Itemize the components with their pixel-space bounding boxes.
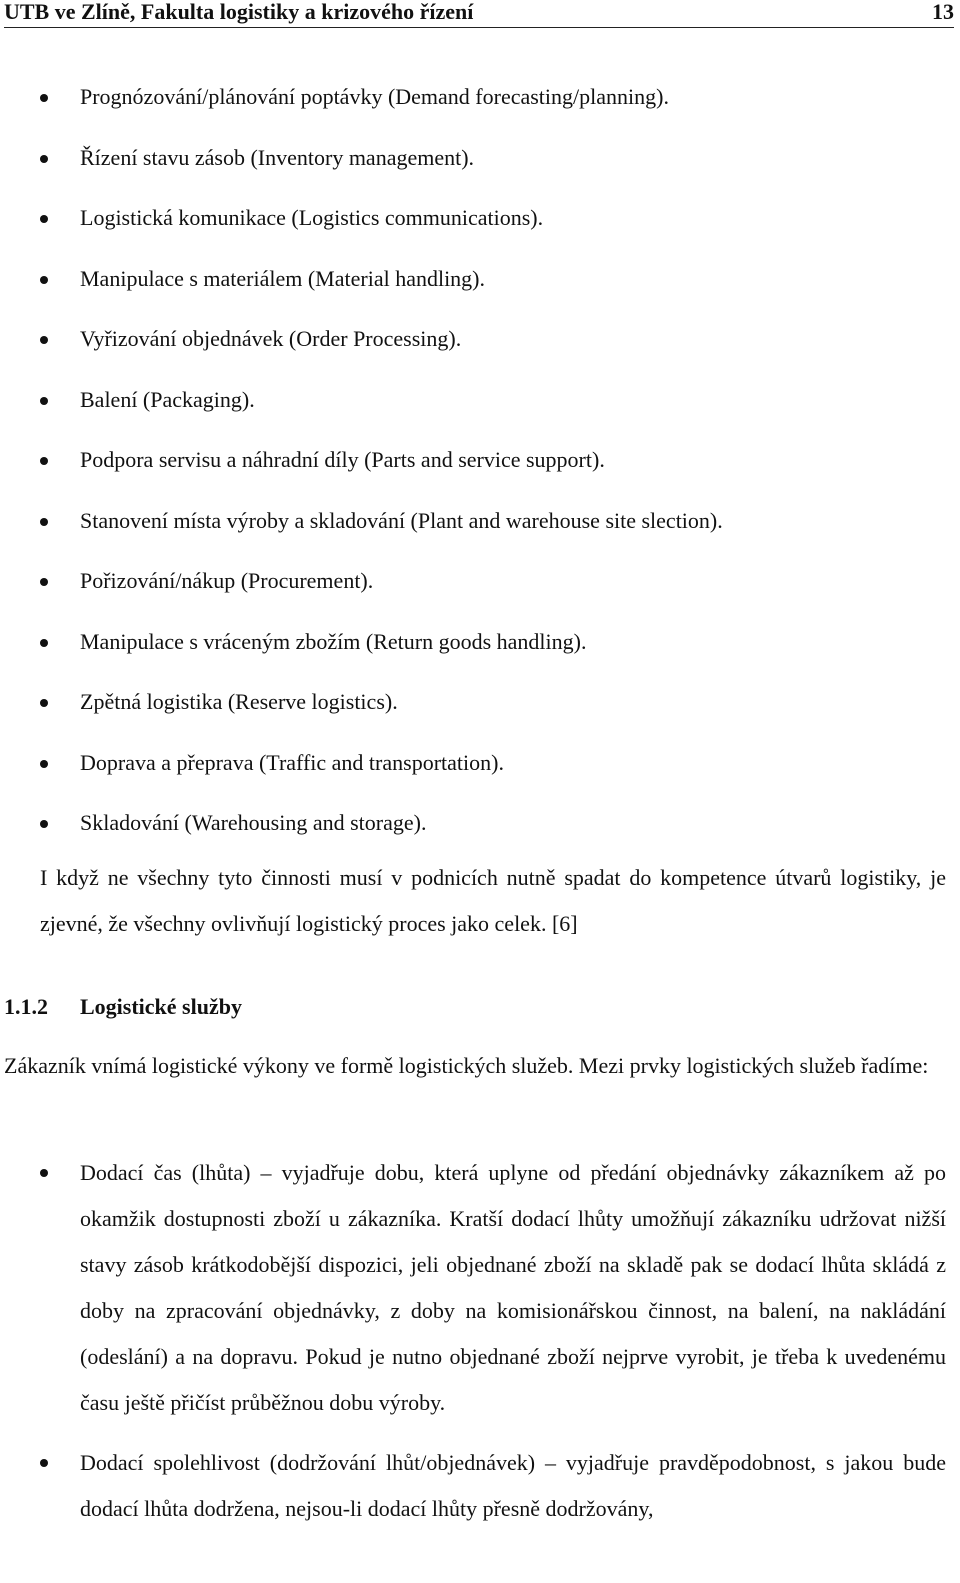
header-title: UTB ve Zlíně, Fakulta logistiky a krizového řízení	[4, 0, 474, 24]
list-item: Skladování (Warehousing and storage).	[0, 806, 723, 867]
section-number: 1.1.2	[4, 994, 48, 1019]
list-item: Dodací spolehlivost (dodržování lhůt/objednávek) – vyjadřuje pravděpodobnost, s jakou bude dodací lhůta dodržena, nejsou-li dodací lhůty přesně dodržovány,	[0, 1440, 946, 1532]
list-item: Dodací čas (lhůta) – vyjadřuje dobu, která uplyne od předání objednávky zákazníkem až po okamžik dostupnosti zboží u zákazníka. Kratší dodací lhůty umožňují zákazníku udržovat nižší stavy zásob krátkodobější dispozici, jeli objednané zboží na skladě pak se dodací lhůta skládá z doby na zpracování objednávky, z doby na komisionářskou činnost, na balení, na nakládání (odeslání) a na dopravu. Pokud je nutno objednané zboží nejprve vyrobit, je třeba k uvedenému času ještě přičíst průběžnou dobu výroby.	[0, 1150, 946, 1426]
list-item: Manipulace s vráceným zbožím (Return goods handling).	[0, 625, 723, 686]
list-item: Zpětná logistika (Reserve logistics).	[0, 685, 723, 746]
paragraph-activities-summary: I když ne všechny tyto činnosti musí v podnicích nutně spadat do kompetence útvarů logistiky, je zjevné, že všechny ovlivňují logistický proces jako celek. [6]	[40, 865, 946, 936]
list-item: Pořizování/nákup (Procurement).	[0, 564, 723, 625]
list-item: Vyřizování objednávek (Order Processing).	[0, 322, 723, 383]
list-item: Stanovení místa výroby a skladování (Plant and warehouse site slection).	[0, 504, 723, 565]
section-heading	[4, 990, 242, 1024]
list-item: Prognózování/plánování poptávky (Demand forecasting/planning).	[0, 80, 723, 141]
list-item: Logistická komunikace (Logistics communications).	[0, 201, 723, 262]
list-item: Manipulace s materiálem (Material handling).	[0, 262, 723, 323]
page-number: 13	[932, 0, 954, 24]
paragraph-services-intro: Zákazník vnímá logistické výkony ve formě logistických služeb. Mezi prvky logistických služeb řadíme:	[4, 1053, 929, 1078]
logistics-activities-list	[0, 80, 723, 867]
page-header	[4, 0, 954, 28]
list-item: Řízení stavu zásob (Inventory management).	[0, 141, 723, 202]
list-item: Doprava a přeprava (Traffic and transportation).	[0, 746, 723, 807]
list-item: Podpora servisu a náhradní díly (Parts and service support).	[0, 443, 723, 504]
list-item: Balení (Packaging).	[0, 383, 723, 444]
section-title: Logistické služby	[80, 994, 242, 1019]
logistics-services-list	[0, 1150, 946, 1532]
